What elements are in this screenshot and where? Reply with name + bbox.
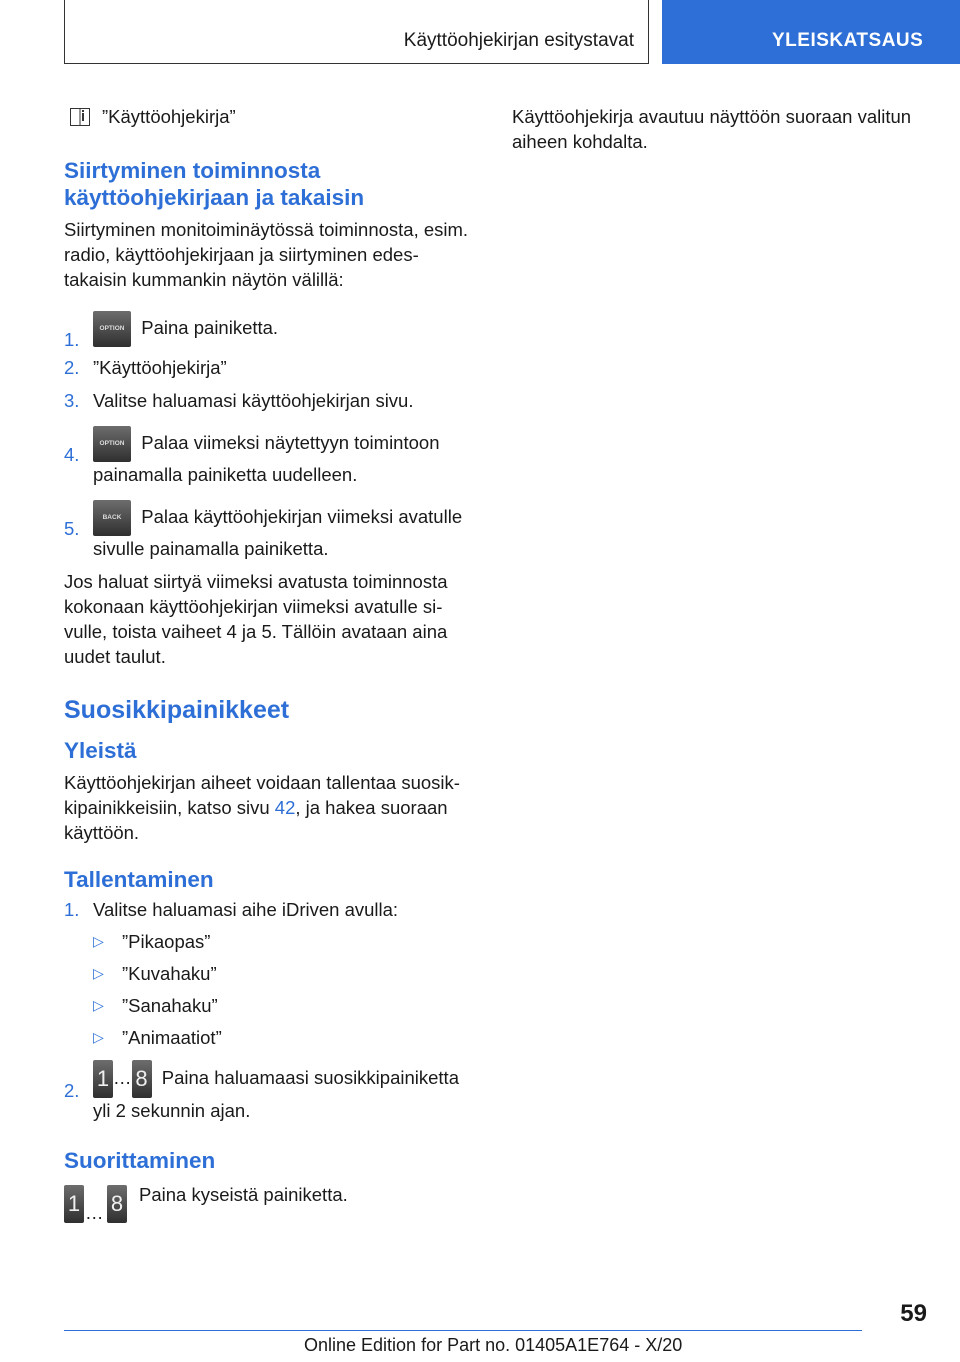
triangle-icon: ▷ bbox=[93, 965, 104, 981]
step-1 bbox=[64, 311, 476, 350]
general-text-b: , ja hakea suoraan käyttöön. bbox=[64, 797, 448, 843]
triangle-icon: ▷ bbox=[93, 997, 104, 1013]
execute-row bbox=[64, 1182, 476, 1232]
right-column bbox=[512, 104, 932, 154]
book-icon bbox=[70, 107, 90, 132]
favorite-1-icon: 1 bbox=[64, 1185, 84, 1223]
paragraph-general bbox=[64, 770, 476, 845]
chapter-tab-label: YLEISKATSAUS bbox=[772, 30, 924, 51]
step-number: 2. bbox=[64, 1080, 80, 1101]
ellipsis: … bbox=[113, 1066, 132, 1088]
favorite-1-icon: 1 bbox=[93, 1060, 113, 1098]
back-button-icon: BACK bbox=[93, 500, 131, 536]
save-step-1 bbox=[64, 897, 476, 922]
paragraph-open: Käyttöohjekirja avautuu näyttöön suoraan valitun aiheen kohdalta. bbox=[512, 106, 912, 152]
heading-general: Yleistä bbox=[64, 738, 137, 763]
option-text: ”Sanahaku” bbox=[122, 995, 218, 1016]
execute-text: Paina kyseistä painiketta. bbox=[139, 1184, 348, 1205]
favorite-8-icon: 8 bbox=[107, 1185, 127, 1223]
step-number: 4. bbox=[64, 444, 80, 465]
option-text: ”Animaatiot” bbox=[122, 1027, 222, 1048]
step-text: Valitse haluamasi aihe iDriven avulla: bbox=[93, 899, 399, 920]
heading-favorites: Suosikkipainikkeet bbox=[64, 696, 290, 724]
option-item bbox=[93, 929, 476, 954]
left-column bbox=[64, 104, 476, 1232]
heading-execute: Suorittaminen bbox=[64, 1148, 216, 1173]
step-text: Palaa viimeksi näytettyyn toimintoon painamalla painiketta uudelleen. bbox=[93, 431, 440, 485]
step-number: 3. bbox=[64, 390, 80, 411]
paragraph-switch: Siirtyminen monitoiminäytössä toiminnosta, esim. radio, käyttöohjekirjaan ja siirtyminen edes-takaisin kummankin näytön välillä: bbox=[64, 219, 469, 290]
switch-steps bbox=[64, 311, 476, 561]
heading-save: Tallentaminen bbox=[64, 867, 214, 892]
footer-edition: Online Edition for Part no. 01405A1E764 - X/20 bbox=[304, 1335, 683, 1355]
step-number: 5. bbox=[64, 518, 80, 539]
option-item bbox=[93, 1025, 476, 1050]
step-5 bbox=[64, 500, 476, 561]
section-title: Käyttöohjekirjan esitystavat bbox=[403, 30, 634, 51]
option-item bbox=[93, 961, 476, 986]
page-number: 59 bbox=[900, 1300, 927, 1327]
manual-label-line bbox=[64, 104, 476, 132]
step-number: 1. bbox=[64, 329, 80, 350]
paragraph-note: Jos haluat siirtyä viimeksi avatusta toiminnosta kokonaan käyttöohjekirjan viimeksi avatulle si-vulle, toista vaiheet 4 ja 5. Tällöin avataan aina uudet taulut. bbox=[64, 571, 448, 667]
option-text: ”Kuvahaku” bbox=[122, 963, 217, 984]
step-number: 1. bbox=[64, 899, 80, 920]
manual-label: ”Käyttöohjekirja” bbox=[102, 106, 236, 127]
step-3 bbox=[64, 388, 476, 413]
option-button-icon: OPTION bbox=[93, 311, 131, 347]
general-text-a: Käyttöohjekirjan aiheet voidaan tallentaa suosik-kipainikkeisiin, katso sivu bbox=[64, 772, 460, 818]
step-text: Valitse haluamasi käyttöohjekirjan sivu. bbox=[93, 390, 414, 411]
page-link[interactable]: 42 bbox=[274, 797, 296, 818]
step-4 bbox=[64, 426, 476, 487]
save-step-2 bbox=[64, 1060, 476, 1123]
ellipsis: … bbox=[85, 1202, 104, 1223]
step-text: Palaa käyttöohjekirjan viimeksi avatulle sivulle painamalla painiketta. bbox=[93, 505, 463, 559]
heading-switch: Siirtyminen toiminnosta käyttöohjekirjaan ja takaisin bbox=[64, 158, 365, 210]
step-text: Paina haluamaasi suosikkipainiketta yli 2 sekunnin ajan. bbox=[93, 1066, 459, 1121]
footer-divider bbox=[64, 1330, 862, 1331]
step-number: 2. bbox=[64, 357, 80, 378]
triangle-icon: ▷ bbox=[93, 933, 104, 949]
chapter-tab[interactable] bbox=[662, 0, 960, 64]
option-item bbox=[93, 993, 476, 1018]
save-steps-2 bbox=[64, 1060, 476, 1123]
save-options bbox=[64, 929, 476, 1050]
option-button-icon: OPTION bbox=[93, 426, 131, 462]
step-2 bbox=[64, 355, 476, 380]
option-text: ”Pikaopas” bbox=[122, 931, 211, 952]
step-text: ”Käyttöohjekirja” bbox=[93, 357, 227, 378]
favorite-8-icon: 8 bbox=[132, 1060, 152, 1098]
step-text: Paina painiketta. bbox=[141, 316, 279, 338]
triangle-icon: ▷ bbox=[93, 1029, 104, 1045]
save-steps bbox=[64, 897, 476, 922]
header-section-box bbox=[64, 0, 649, 64]
